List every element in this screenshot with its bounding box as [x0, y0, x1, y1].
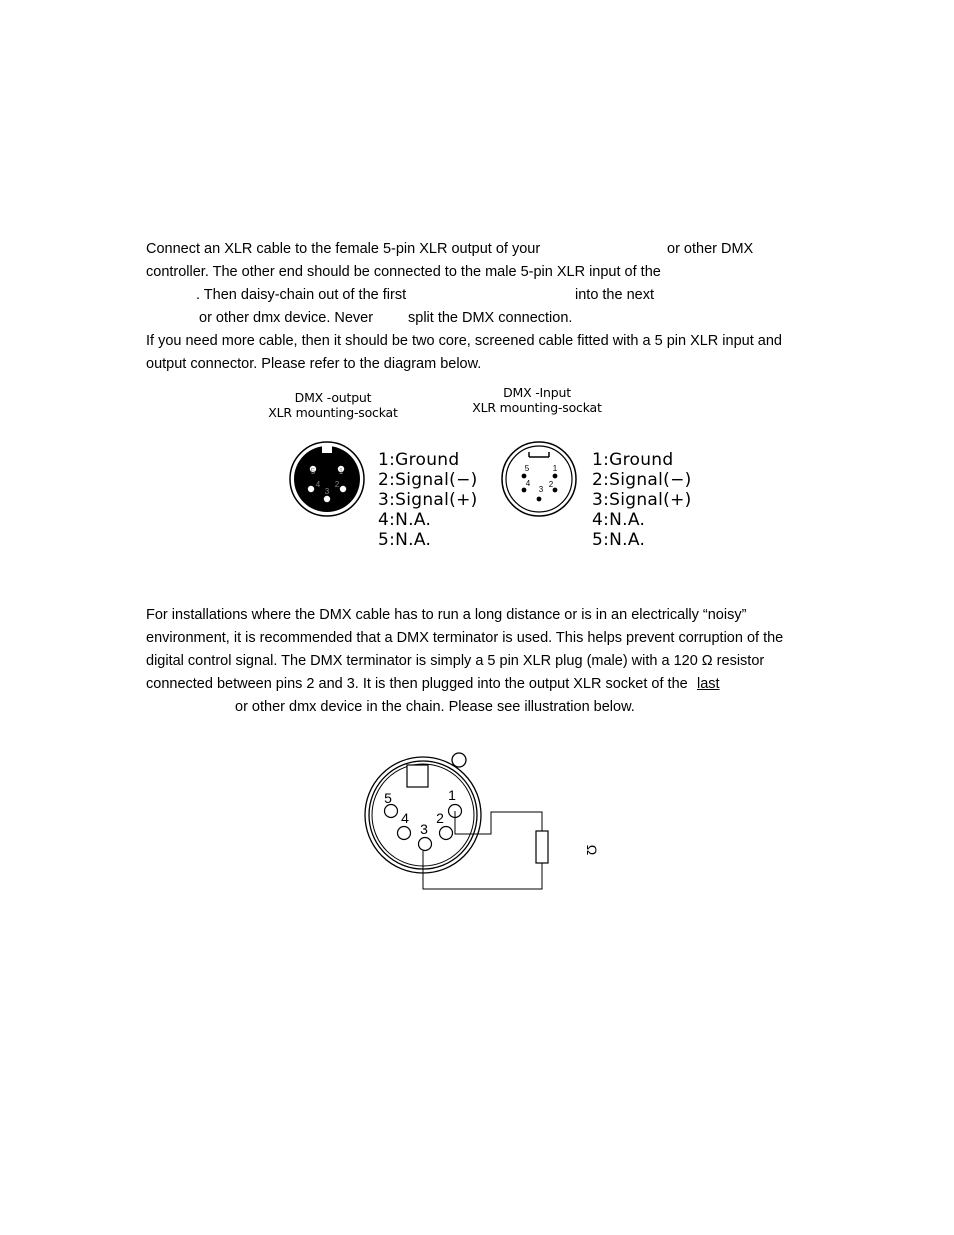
output-pin-4: 4	[315, 480, 321, 489]
intro-line-5: If you need more cable, then it should be two core, screened cable fitted with a 5 pin XLR input and	[146, 333, 782, 349]
intro-line-6: output connector. Please refer to the diagram below.	[146, 356, 482, 372]
plug-pin-2: 2	[436, 810, 444, 826]
terminator-line-1: For installations where the DMX cable has to run a long distance or is in an electrically “noisy”	[146, 607, 747, 623]
terminator-line-3: digital control signal. The DMX terminator is simply a 5 pin XLR plug (male) with a 120 Ω resistor	[146, 653, 765, 669]
input-pin-list: 1:Ground 2:Signal(−) 3:Signal(+) 4:N.A. 5:N.A.	[592, 450, 692, 550]
input-pin-1: 1	[552, 464, 558, 473]
output-pin-list: 1:Ground 2:Signal(−) 3:Signal(+) 4:N.A. 5:N.A.	[378, 450, 478, 550]
plug-pin-4: 4	[401, 810, 409, 826]
terminator-line-2: environment, it is recommended that a DMX terminator is used. This helps prevent corruption of the	[146, 630, 784, 646]
intro-line-4a: or other dmx device. Never	[199, 310, 374, 326]
output-pin-3: 3	[324, 487, 330, 496]
resistor-icon	[536, 831, 548, 863]
terminator-plug-diagram	[355, 745, 615, 895]
intro-line-4b: split the DMX connection.	[408, 310, 573, 326]
output-pin-2: 2	[334, 480, 340, 489]
input-pin-3: 3	[538, 485, 544, 494]
intro-line-3a: . Then daisy-chain out of the first	[196, 287, 407, 303]
input-connector-label: DMX -Input XLR mounting-sockat	[472, 385, 602, 415]
intro-line-2: controller. The other end should be connected to the male 5-pin XLR input of the	[146, 264, 661, 280]
plug-pin-3: 3	[420, 821, 428, 837]
input-pin-2: 2	[548, 480, 554, 489]
intro-line-1b: or other DMX	[667, 241, 754, 257]
plug-pin-5: 5	[384, 790, 392, 806]
intro-line-3b: into the next	[575, 287, 654, 303]
resistor-symbol: Ω	[584, 844, 600, 856]
terminator-line-5: or other dmx device in the chain. Please see illustration below.	[235, 699, 635, 715]
intro-line-1a: Connect an XLR cable to the female 5-pin XLR output of your	[146, 241, 541, 257]
output-connector-label: DMX -output XLR mounting-sockat	[268, 390, 398, 420]
input-pin-5: 5	[524, 464, 530, 473]
output-pin-1: 1	[338, 467, 344, 476]
terminator-line-4b: last	[697, 676, 720, 692]
terminator-line-4a: connected between pins 2 and 3. It is then plugged into the output XLR socket of the	[146, 676, 688, 692]
input-pin-4: 4	[525, 479, 531, 488]
output-xlr-socket-icon	[288, 440, 368, 520]
output-pin-5: 5	[310, 467, 316, 476]
input-xlr-socket-icon	[500, 440, 580, 520]
plug-pin-1: 1	[448, 787, 456, 803]
